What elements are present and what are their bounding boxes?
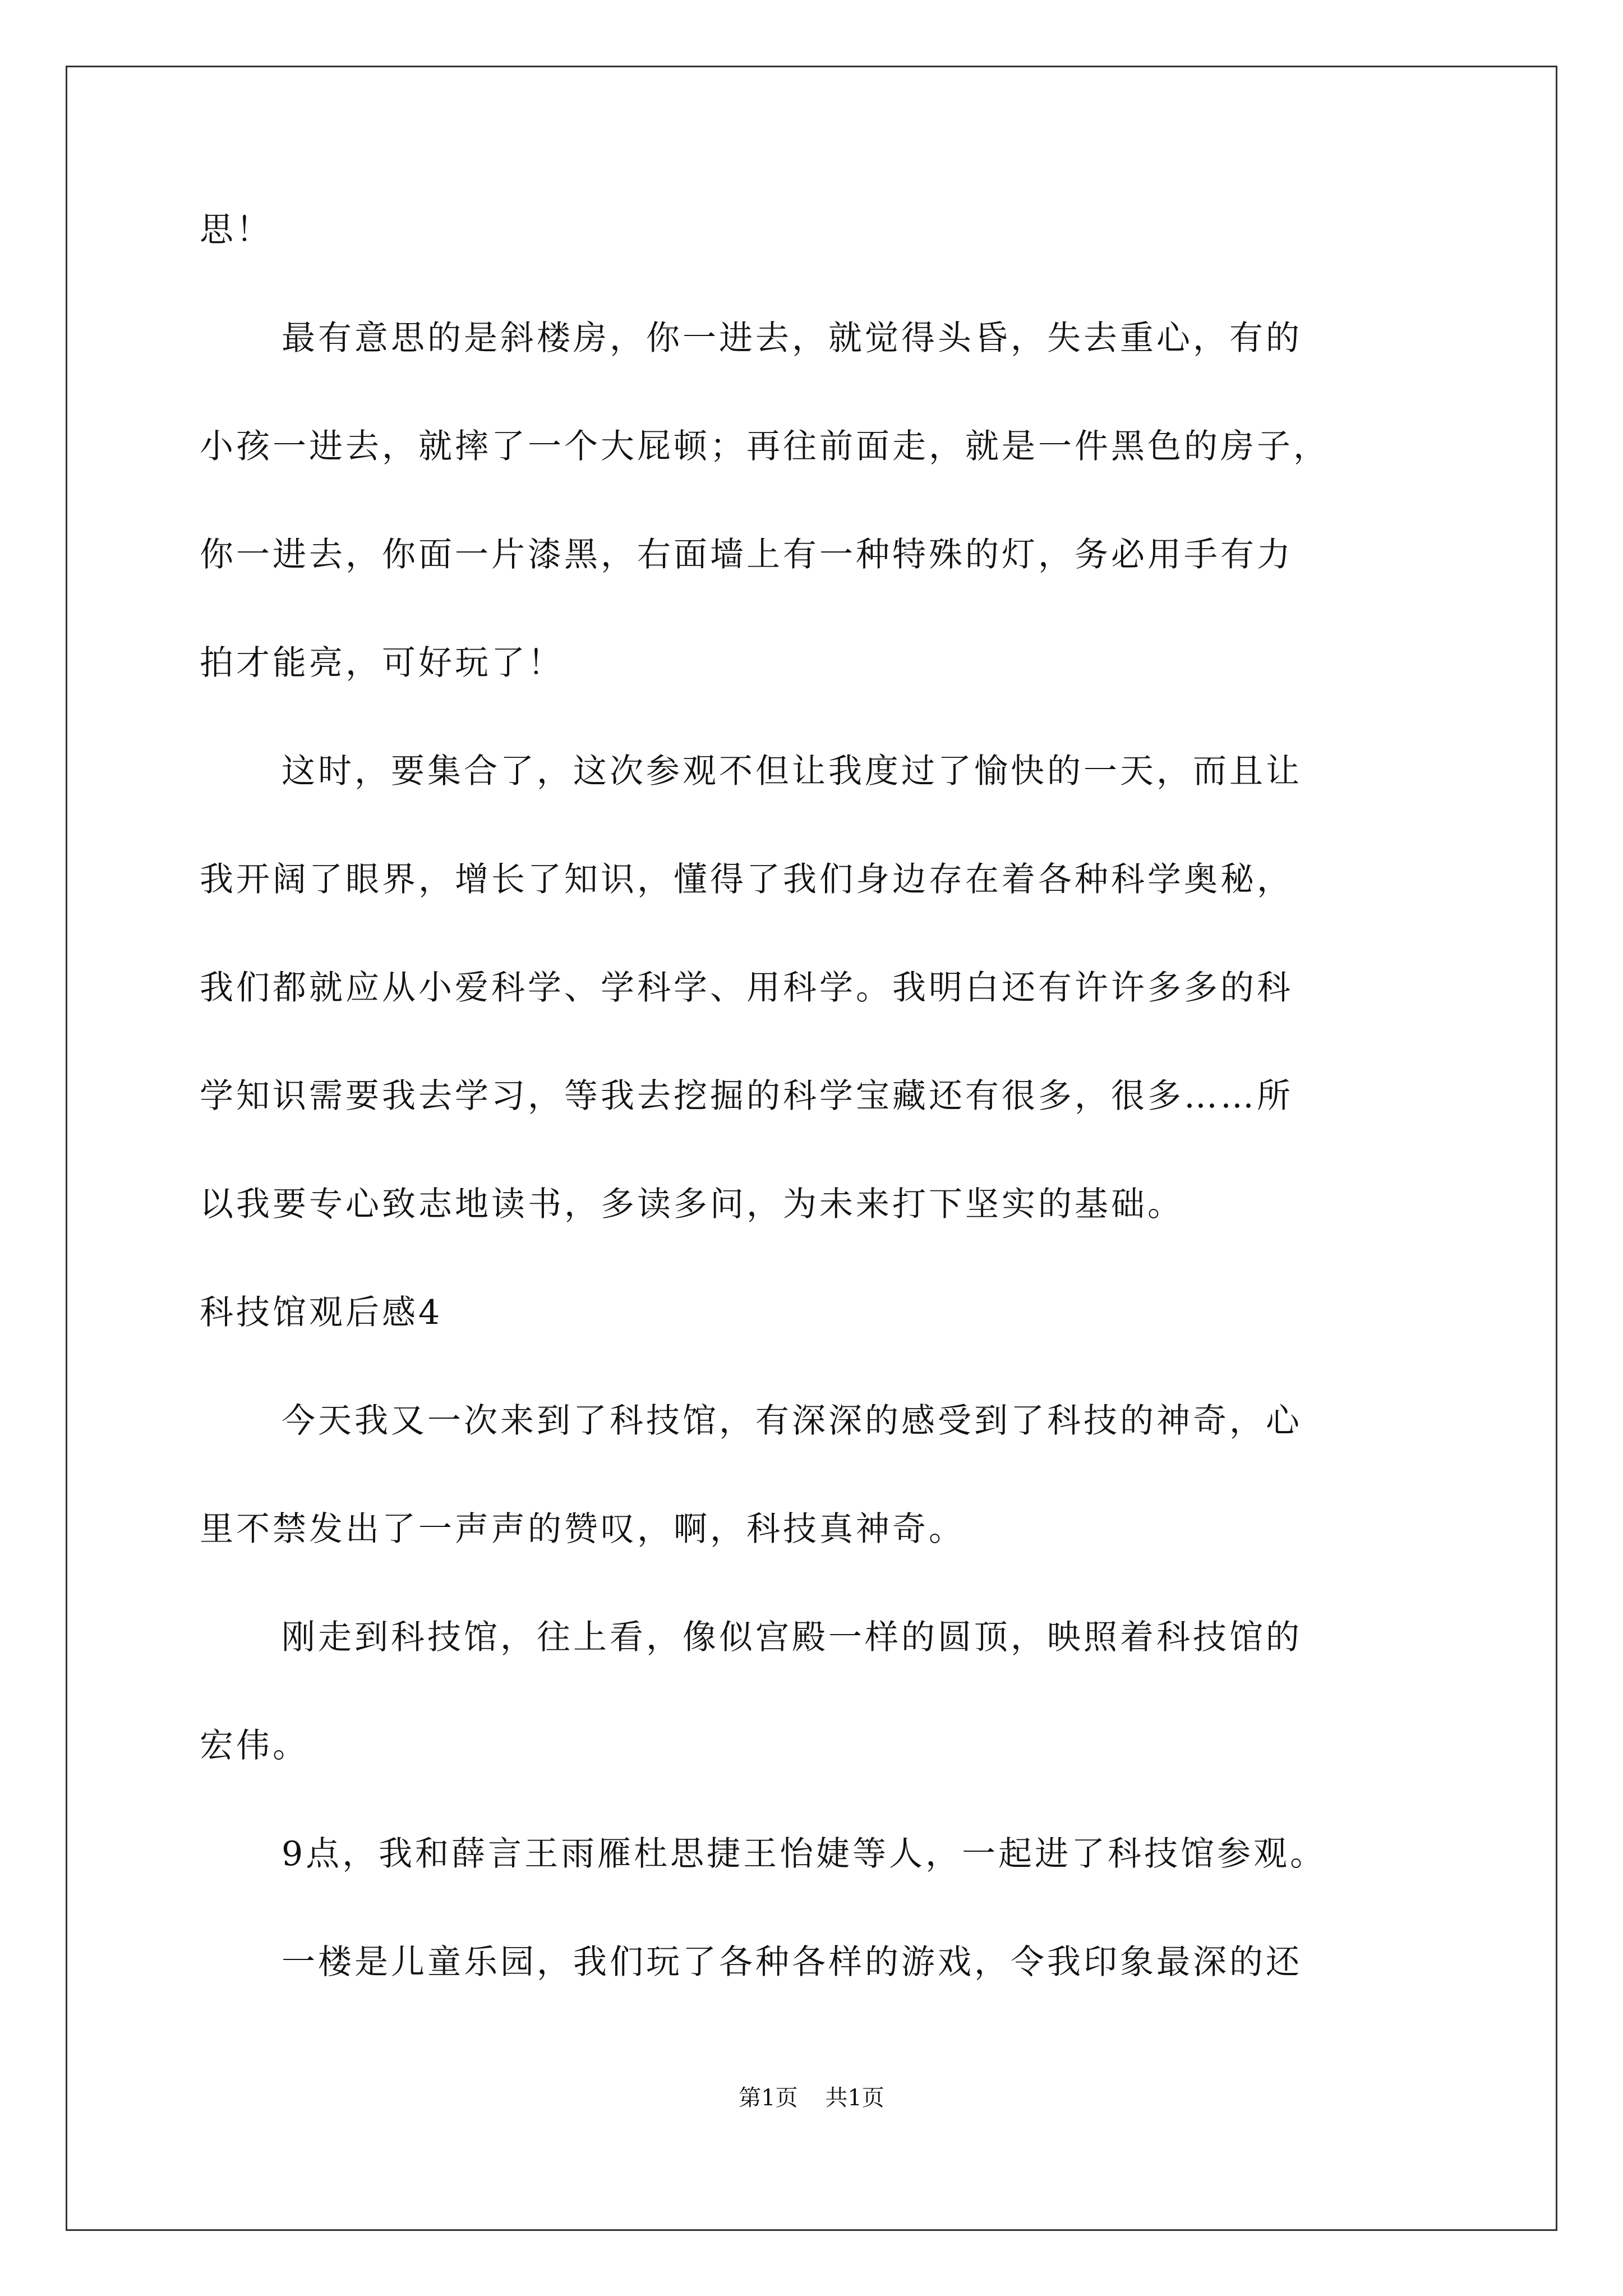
text-line: 以我要专心致志地读书，多读多问，为未来打下坚实的基础。 — [200, 1185, 1184, 1224]
text-line: 最有意思的是斜楼房，你一进去，就觉得头昏，失去重心，有的 — [282, 319, 1302, 358]
text-line: 我们都就应从小爱科学、学科学、用科学。我明白还有许许多多的科 — [200, 968, 1293, 1007]
document-body — [200, 210, 1433, 2054]
text-line: 学知识需要我去学习，等我去挖掘的科学宝藏还有很多，很多……所 — [200, 1076, 1293, 1116]
text-line: 拍才能亮，可好玩了！ — [200, 643, 564, 683]
text-line: 里不禁发出了一声声的赞叹，啊，科技真神奇。 — [200, 1510, 965, 1549]
text-line: 一楼是儿童乐园，我们玩了各种各样的游戏，令我印象最深的还 — [282, 1943, 1302, 1982]
section-heading: 科技馆观后感4 — [200, 1293, 443, 1332]
text-line: 小孩一进去，就摔了一个大屁顿；再往前面走，就是一件黑色的房子， — [200, 427, 1330, 466]
text-line: 刚走到科技馆，往上看，像似宫殿一样的圆顶，映照着科技馆的 — [282, 1618, 1302, 1657]
text-line: 思！ — [200, 210, 273, 250]
text-line: 你一进去，你面一片漆黑，右面墙上有一种特殊的灯，务必用手有力 — [200, 535, 1293, 574]
text-line: 宏伟。 — [200, 1726, 309, 1765]
text-line: 这时，要集合了，这次参观不但让我度过了愉快的一天，而且让 — [282, 752, 1302, 791]
page-number-current: 第1页 — [739, 2085, 798, 2111]
text-line: 我开阔了眼界，增长了知识，懂得了我们身边存在着各种科学奥秘， — [200, 860, 1293, 899]
text-line: 9点，我和薛言王雨雁杜思捷王怡婕等人，一起进了科技馆参观。 — [282, 1834, 1327, 1874]
text-line: 今天我又一次来到了科技馆，有深深的感受到了科技的神奇，心 — [282, 1401, 1302, 1441]
page-number-total: 共1页 — [825, 2085, 884, 2111]
page-footer — [0, 2087, 1623, 2109]
